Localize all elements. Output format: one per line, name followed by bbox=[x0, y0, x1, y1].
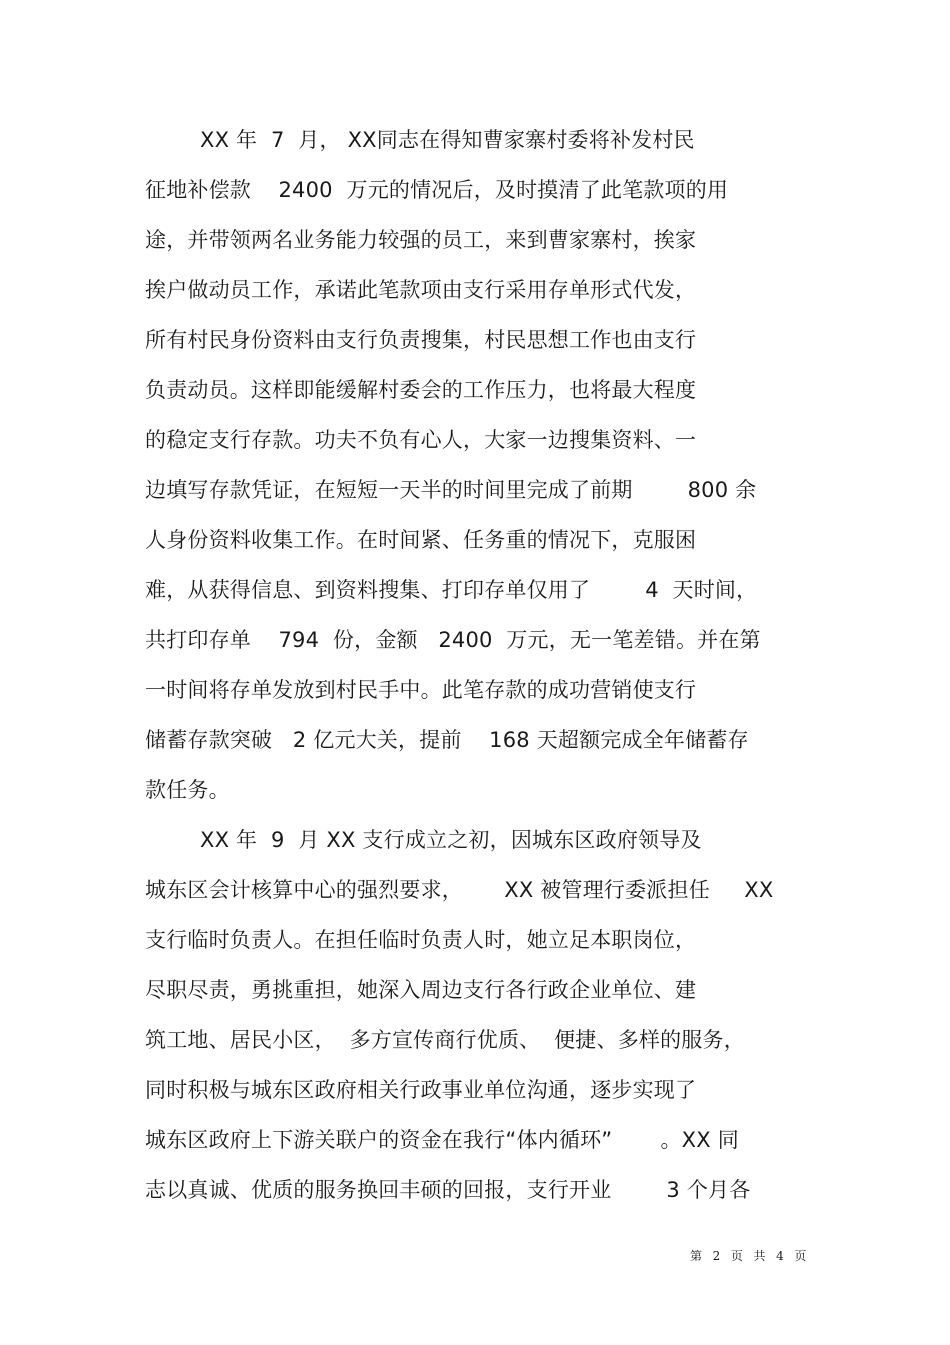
text-line: XX 年 7 月， XX同志在得知曹家寨村委将补发村民 bbox=[145, 128, 695, 152]
text-line: 储蓄存款突破 2 亿元大关，提前 168 天超额完成全年储蓄存 bbox=[145, 728, 749, 752]
text-line: 的稳定支行存款。功夫不负有心人，大家一边搜集资料、一 bbox=[145, 428, 697, 452]
text-line: 挨户做动员工作，承诺此笔款项由支行采用存单形式代发， bbox=[145, 278, 697, 302]
page-number-footer: 第 2 页 共 4 页 bbox=[690, 1249, 808, 1263]
text-line: 志以真诚、优质的服务换回丰硕的回报，支行开业 3 个月各 bbox=[145, 1178, 751, 1202]
text-line: 途，并带领两名业务能力较强的员工，来到曹家寨村，挨家 bbox=[145, 228, 697, 252]
text-line: 难，从获得信息、到资料搜集、打印存单仅用了 4 天时间， bbox=[145, 578, 758, 602]
text-line: 一时间将存单发放到村民手中。此笔存款的成功营销使支行 bbox=[145, 678, 697, 702]
text-line: 共打印存单 794 份，金额 2400 万元，无一笔差错。并在第 bbox=[145, 628, 761, 652]
text-line: 城东区政府上下游关联户的资金在我行“体内循环” 。XX 同 bbox=[145, 1128, 739, 1152]
text-line: 筑工地、居民小区， 多方宣传商行优质、 便捷、多样的服务， bbox=[145, 1028, 745, 1052]
text-line: 同时积极与城东区政府相关行政事业单位沟通，逐步实现了 bbox=[145, 1078, 697, 1102]
text-line: XX 年 9 月 XX 支行成立之初，因城东区政府领导及 bbox=[145, 828, 702, 852]
text-line: 边填写存款凭证，在短短一天半的时间里完成了前期 800 余 bbox=[145, 478, 757, 502]
text-line: 负责动员。这样即能缓解村委会的工作压力，也将最大程度 bbox=[145, 378, 697, 402]
text-line: 所有村民身份资料由支行负责搜集，村民思想工作也由支行 bbox=[145, 328, 697, 352]
text-line: 人身份资料收集工作。在时间紧、任务重的情况下，克服困 bbox=[145, 528, 697, 552]
text-line: 城东区会计核算中心的强烈要求， XX 被管理行委派担任 XX bbox=[145, 878, 774, 902]
text-line: 款任务。 bbox=[145, 778, 230, 802]
text-line: 支行临时负责人。在担任临时负责人时，她立足本职岗位， bbox=[145, 928, 697, 952]
text-line: 征地补偿款 2400 万元的情况后，及时摸清了此笔款项的用 bbox=[145, 178, 729, 202]
text-line: 尽职尽责，勇挑重担，她深入周边支行各行政企业单位、建 bbox=[145, 978, 697, 1002]
